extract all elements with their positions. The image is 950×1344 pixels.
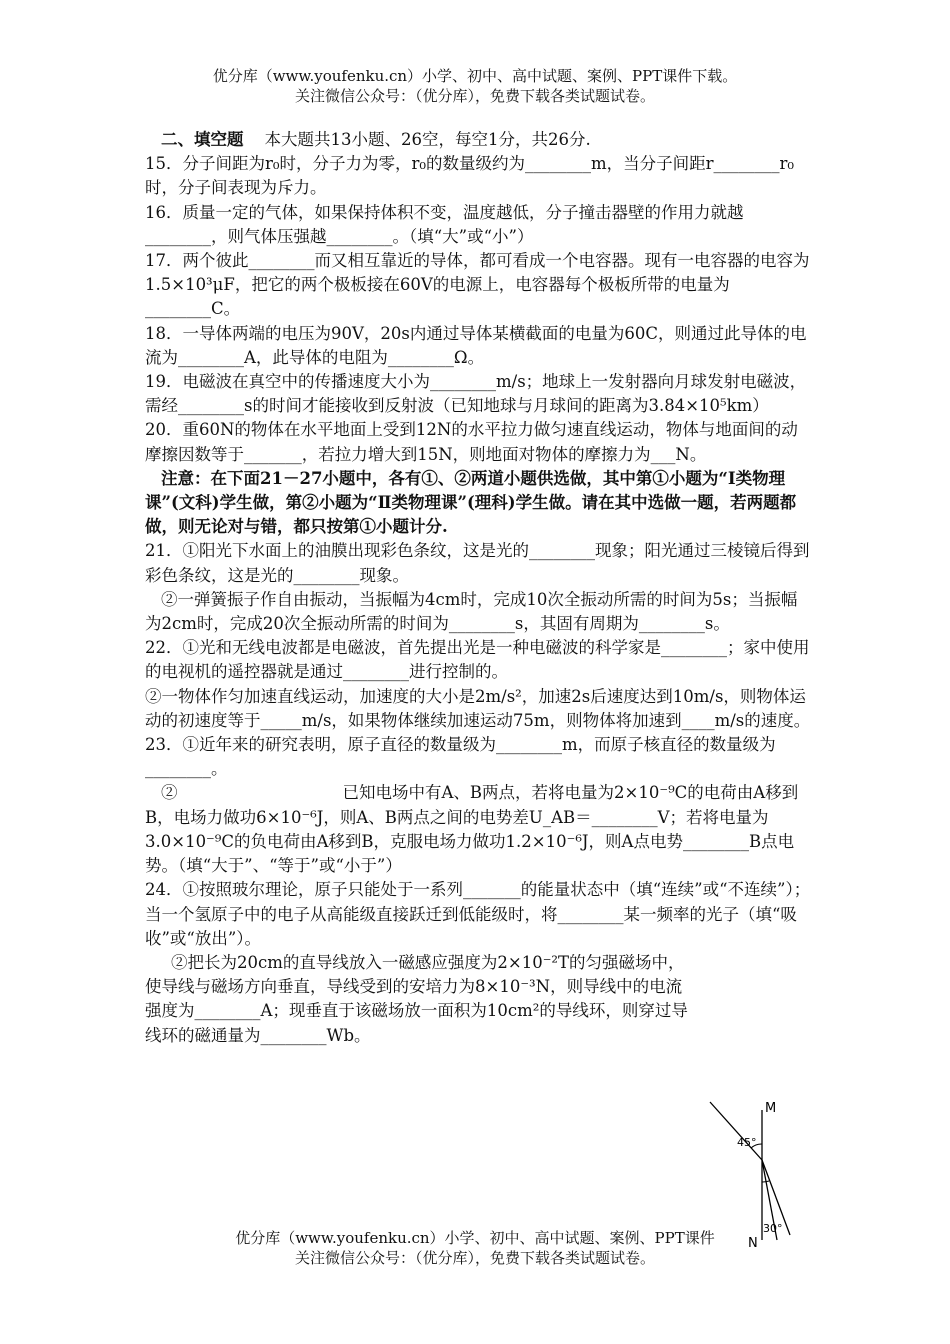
elective-note: 注意：在下面21－27小题中，各有①、②两道小题供选做，其中第①小题为“Ⅰ类物理课”(文科)学生做，第②小题为“Ⅱ类物理课”(理科)学生做。请在其中选做一题，若两题都做，则无论对与错，都只按第①小题计分. [145, 468, 797, 537]
question-19: 19．电磁波在真空中的传播速度大小为________m/s；地球上一发射器向月球发射电磁波，需经________s的时间才能接收到反射波（已知地球与月球间的距离为3.84×10⁵km） [145, 372, 807, 416]
page-header [0, 66, 950, 106]
label-m: M [765, 1101, 777, 1116]
angle-label-45: 45° [737, 1136, 757, 1149]
question-24-part-1: 24．①按照玻尔理论，原子只能处于一系列_______的能量状态中（填“连续”或“不连续”）；当一个氢原子中的电子从高能级直接跃迁到低能级时，将________某一频率的光子（填“吸收”或“放出”）。 [145, 880, 811, 948]
footer-line-2: 关注微信公众号：（优分库），免费下载各类试题试卷。 [294, 1249, 655, 1267]
question-23-part-2: ② 已知电场中有A、B两点，若将电量为2×10⁻⁹C的电荷由A移到B，电场力做功6×10⁻⁶J，则A、B两点之间的电势差U_AB＝________V；若将电量为3.0×10⁻⁹C的负电荷由A移到B，克服电场力做功1.2×10⁻⁶J，则A点电势________B点电势。（填“大于”、“等于”或“小于”） [145, 783, 799, 876]
footer-line-1: 优分库（www.youfenku.cn）小学、初中、高中试题、案例、PPT课件 [235, 1229, 715, 1247]
question-15: 15．分子间距为r₀时，分子力为零，r₀的数量级约为________m，当分子间距r________r₀时，分子间表现为斥力。 [145, 154, 795, 198]
section-title: 二、填空题 [161, 130, 244, 149]
question-20: 20．重60N的物体在水平地面上受到12N的水平拉力做匀速直线运动，物体与地面间的动摩擦因数等于_______，若拉力增大到15N，则地面对物体的摩擦力为___N。 [145, 420, 798, 464]
exam-body [145, 128, 813, 1048]
section-heading [145, 128, 813, 152]
header-line-2: 关注微信公众号：（优分库），免费下载各类试题试卷。 [294, 87, 655, 105]
page-footer [0, 1228, 950, 1268]
incident-ray [710, 1102, 762, 1160]
angle-label-30: 30° [763, 1222, 783, 1235]
question-23-part-1: 23．①近年来的研究表明，原子直径的数量级为________m，而原子核直径的数量级为________。 [145, 735, 776, 779]
question-21-part-1: 21．①阳光下水面上的油膜出现彩色条纹，这是光的________现象；阳光通过三棱镜后得到彩色条纹，这是光的________现象。 [145, 541, 810, 585]
section-desc: 本大题共13小题、26空，每空1分，共26分. [264, 130, 591, 149]
question-24-part-2: ②把长为20cm的直导线放入一磁感应强度为2×10⁻²T的匀强磁场中，使导线与磁场方向垂直，导线受到的安培力为8×10⁻³N，则导线中的电流强度为________A；现垂直于该磁场放一面积为10cm²的导线环，则穿过导线环的磁通量为________Wb。 [145, 952, 688, 1045]
question-22-part-1: 22．①光和无线电波都是电磁波，首先提出光是一种电磁波的科学家是________；家中使用的电视机的遥控器就是通过________进行控制的。 [145, 638, 810, 682]
question-17: 17．两个彼此________而又相互靠近的导体，都可看成一个电容器。现有一电容器的电容为1.5×10³μF，把它的两个极板接在60V的电源上，电容器每个极板所带的电量为________C。 [145, 251, 810, 319]
question-21-part-2: ②一弹簧振子作自由振动，当振幅为4cm时，完成10次全振动所需的时间为5s；当振幅为2cm时，完成20次全振动所需的时间为________s，其固有周期为________s。 [145, 589, 798, 634]
question-22-part-2: ②一物体作匀加速直线运动，加速度的大小是2m/s²，加速2s后速度达到10m/s，则物体运动的初速度等于_____m/s，如果物体继续加速运动75m，则物体将加速到____m/s的速度。 [145, 686, 811, 730]
question-18: 18．一导体两端的电压为90V，20s内通过导体某横截面的电量为60C，则通过此导体的电流为________A，此导体的电阻为________Ω。 [145, 323, 807, 367]
header-line-1: 优分库（www.youfenku.cn）小学、初中、高中试题、案例、PPT课件下载。 [212, 67, 738, 85]
question-16: 16．质量一定的气体，如果保持体积不变，温度越低，分子撞击器壁的作用力就越________，则气体压强越________。（填“大”或“小”） [145, 202, 744, 246]
label-n: N [748, 1236, 758, 1250]
